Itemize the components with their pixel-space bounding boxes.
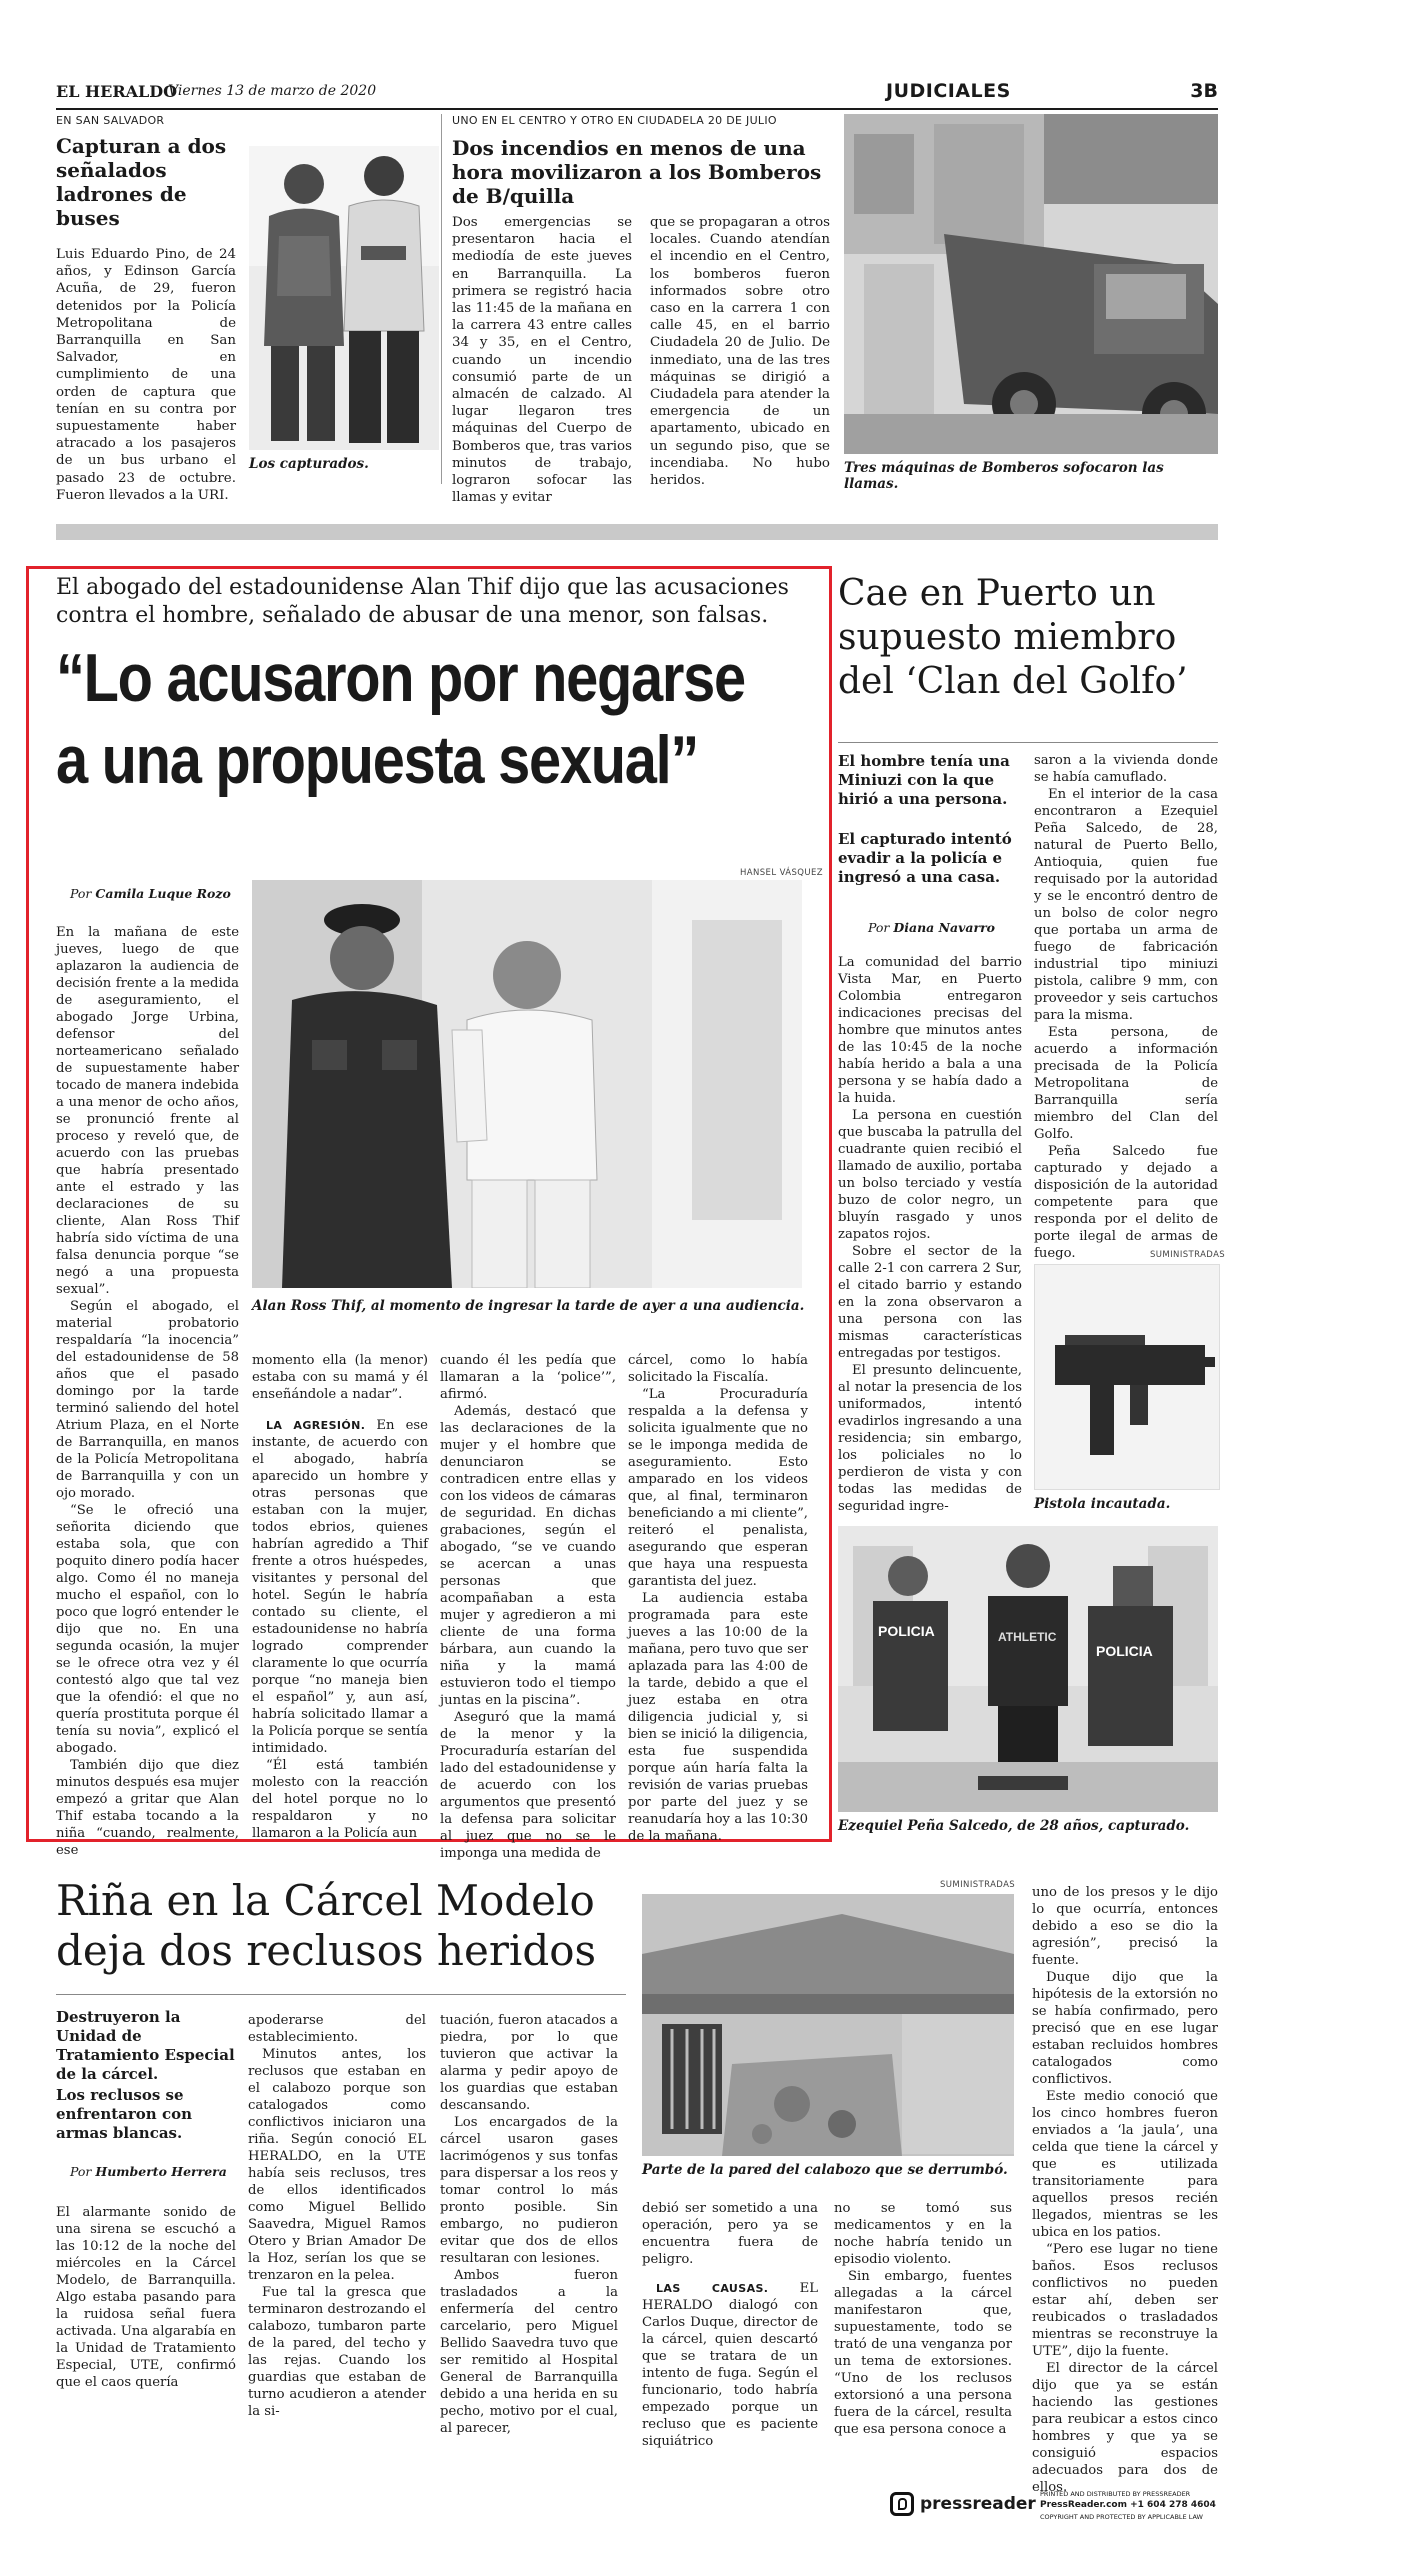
feature-caption: Alan Ross Thif, al momento de ingresar la tarde de ayer a una audiencia. xyxy=(252,1298,805,1314)
paragraph: Esta persona, de acuerdo a información precisada de la Policía Metropolitana de Barranquilla sería miembro del Clan del Golfo. xyxy=(1034,1025,1218,1142)
paragraph: Fue tal la gresca que terminaron destrozando el calabozo, tumbaron parte de la pared, del techo y las rejas. Cuando los guardias que estaban de turno acudieron a atender la si- xyxy=(248,2285,426,2419)
carcel-col4 xyxy=(642,2200,818,2450)
paragraph: cuando él les pedía que llamaran a la ‘police’”, afirmó. xyxy=(440,1353,616,1402)
paragraph: uno de los presos y le dijo lo que ocurría, entonces debido a eso se dio la agresión”, precisó la fuente. xyxy=(1032,1885,1218,1968)
feature-headline-line2: a una propuesta sexual” xyxy=(56,722,699,798)
feature-col4 xyxy=(628,1352,808,1845)
paragraph: debió ser sometido a una operación, pero ya se encuentra fuera de peligro. xyxy=(642,2201,818,2267)
feature-col1 xyxy=(56,924,239,1859)
paragraph-text: EL HERALDO dialogó con Carlos Duque, director de la cárcel, quien descartó que se tratara de un intento de fuga. Según el funcionario, todo habría empezado porque un recluso que es paciente siquiátrico xyxy=(642,2281,818,2449)
story-headline: Dos incendios en menos de una hora movilizaron a los Bomberos de B/quilla xyxy=(452,136,822,208)
paragraph: Duque dijo que la hipótesis de la extorsión no se había confirmado, pero precisó que en ese lugar estaban recluidos hombres catalogados como conflictivos. xyxy=(1032,1970,1218,2087)
paragraph: La comunidad del barrio Vista Mar, en Puerto Colombia entregaron indicaciones precisas del hombre que minutos antes de las 10:45 de la noche había herido a bala a una persona y se había dado a la huida. xyxy=(838,955,1022,1106)
paragraph: El director de la cárcel dijo que ya se están haciendo las gestiones para reubicar a estos cinco hombres y que ya se consiguió espacios adecuados para dos de ellos. xyxy=(1032,2361,1218,2495)
story-capturan xyxy=(56,114,446,503)
page-number: 3B xyxy=(1190,80,1218,102)
photo-credit: SUMINISTRADAS xyxy=(940,1880,1016,1890)
paragraph: La audiencia estaba programada para este jueves a las 10:00 de la mañana, pero tuvo que ser aplazada para las 4:00 de la tarde, debido a que el juez estaba en otra diligencia judicial y, si bien se inició la diligencia, esta fue suspendida porque aún haría falta la revisión de varias pruebas por parte del juez y se reanudaría hoy a las 10:30 de la mañana. xyxy=(628,1591,808,1844)
paragraph: Aseguró que la mamá de la menor y la Procuraduría estarían del lado del estadounidense y de acuerdo con los argumentos que presentó la defensa para solicitar al juez que no se le imponga una medida de xyxy=(440,1710,616,1861)
photo-caption: Los capturados. xyxy=(249,456,369,472)
feature-photo xyxy=(252,880,802,1288)
paragraph: Sobre el sector de la calle 2-1 con carrera 2 Sur, el citado barrio y estando en la zona observaron a una persona con las mismas características entregadas por testigos. xyxy=(838,1244,1022,1361)
story-kicker: UNO EN EL CENTRO Y OTRO EN CIUDADELA 20 DE JULIO xyxy=(452,114,777,127)
carcel-photo xyxy=(642,1894,1014,2156)
arrest-photo xyxy=(838,1526,1218,1812)
carcel-col3 xyxy=(440,2012,618,2437)
paragraph: El presunto delincuente, al notar la presencia de los uniformados, intentó evadirlos ingresando a una residencia; sin embargo, los policiales no lo perdieron de vista y con todas las medidas de seguridad ingre- xyxy=(838,1363,1022,1514)
story-body-col1: Dos emergencias se presentaron hacia el mediodía de este jueves en Barranquilla. La primera se registró hacia las 11:45 de la mañana en la carrera 43 entre calles 34 y 35, en el Centro, cuando un incendio consumió parte de un almacén de calzado. Al lugar llegaron tres máquinas del Cuerpo de Bomberos que, tras varios minutos de trabajo, lograron sofocar las llamas y evitar xyxy=(452,215,632,506)
feature-headline-line1: “Lo acusaron por negarse xyxy=(56,640,745,716)
puerto-byline xyxy=(868,920,995,935)
puerto-col1 xyxy=(838,954,1022,1515)
paragraph: tuación, fueron atacados a piedra, por lo que tuvieron que activar la alarma y pedir apoyo de los guardias que estaban descansando. xyxy=(440,2013,618,2113)
shirt-print: ATHLETIC xyxy=(998,1630,1057,1644)
carcel-col6 xyxy=(1032,1884,1218,2496)
paper-name: EL HERALDO xyxy=(56,82,178,101)
byline-prefix: Por xyxy=(868,920,890,935)
headline-rule xyxy=(56,1994,626,1995)
pressreader-footer xyxy=(890,2488,1220,2528)
byline-author: Camila Luque Rozo xyxy=(95,886,231,901)
paragraph: También dijo que diez minutos después esa mujer empezó a gritar que Alan Thif estaba tocando a la niña “cuando, realmente, ese xyxy=(56,1758,239,1858)
paragraph: Este medio conoció que los cinco hombres fueron enviados a ‘la jaula’, una celda que tiene la cárcel y que es utilizada transitoriamente para aquellos presos recién llegados, mientras se les ubica en los patios. xyxy=(1032,2089,1218,2240)
paragraph: Minutos antes, los reclusos que estaban en el calabozo porque son catalogados como conflictivos iniciaron una riña. Según conoció EL HERALDO, en la UTE había seis reclusos, tres de ellos identificados como Miguel Bellido Saavedra, Miguel Ramos Otero y Brian Amador De la Hoz, serían los que se trenzaron en la pelea. xyxy=(248,2047,426,2283)
paragraph: momento ella (la menor) estaba con su mamá y él enseñándole a nadar”. xyxy=(252,1353,428,1402)
paragraph: “La Procuraduría respalda a la defensa y solicita igualmente que no se le imponga medida de aseguramiento. Esto amparado en los videos que, al final, terminaron beneficiando a mi cliente”, reiteró el penalista, asegurando que esperan que haya una respuesta garantista del juez. xyxy=(628,1387,808,1589)
paragraph: Según el abogado, el material probatorio respaldaría “la inocencia” del estadounidense de 58 años que el pasado domingo por la tarde terminó saliendo del hotel Atrium Plaza, en el Norte de Barranquilla, en manos de la Policía Metropolitana de Barranquilla y con un ojo morado. xyxy=(56,1299,239,1501)
footer-line-1: PRINTED AND DISTRIBUTED BY PRESSREADER xyxy=(1040,2490,1191,2498)
feature-summary: El abogado del estadounidense Alan Thif dijo que las acusaciones contra el hombre, señalado de abusar de una menor, son falsas. xyxy=(56,575,789,628)
feature-col2 xyxy=(252,1352,428,1842)
paragraph: “Él está también molesto con la reacción del hotel porque no lo respaldaron y no llamaron a la Policía aun xyxy=(252,1758,428,1841)
column-divider xyxy=(441,114,442,484)
carcel-byline xyxy=(70,2164,227,2179)
pressreader-brand: pressreader xyxy=(920,2494,1036,2514)
paragraph xyxy=(642,2280,818,2450)
story-headline: Capturan a dos señalados ladrones de buses xyxy=(56,134,227,230)
paragraph: Los encargados de la cárcel usaron gases lacrimógenos y sus tonfas para dispersar a los reos y tomar control lo más pronto posible. Sin embargo, no pudieron evitar que dos de ellos resultaran con lesiones. xyxy=(440,2115,618,2266)
subhead: LAS CAUSAS. xyxy=(656,2282,769,2295)
puerto-deck-2: El capturado intentó evadir a la policía e ingresó a una casa. xyxy=(838,830,1012,886)
paragraph: Ambos fueron trasladados a la enfermería del centro carcelario, pero Miguel Bellido Saavedra tuvo que ser remitido al Hospital General de Barranquilla debido a una herida en su pecho, motivo por el cual, al parecer, xyxy=(440,2268,618,2436)
arrest-caption: Ezequiel Peña Salcedo, de 28 años, capturado. xyxy=(838,1818,1190,1834)
footer-line-3: COPYRIGHT AND PROTECTED BY APPLICABLE LAW xyxy=(1040,2513,1203,2521)
paragraph: El alarmante sonido de una sirena se escuchó a las 10:12 de la noche del miércoles en la Cárcel Modelo, de Barranquilla. Algo estaba pasando para la ruidosa señal fuera activada. Una algarabía en la Unidad de Tratamiento Especial, UTE, confirmó que el caos quería xyxy=(56,2205,236,2390)
byline-prefix: Por xyxy=(70,886,92,901)
carcel-col5 xyxy=(834,2200,1012,2438)
photo-credit: HANSEL VÁSQUEZ xyxy=(740,868,823,878)
byline-author: Humberto Herrera xyxy=(95,2164,227,2179)
header-rule xyxy=(56,108,1218,110)
photo-credit: SUMINISTRADAS xyxy=(1150,1250,1226,1260)
fire-truck-photo xyxy=(844,114,1218,454)
headline-rule xyxy=(838,742,1218,743)
section-separator xyxy=(56,524,1218,540)
carcel-deck-1: Destruyeron la Unidad de Tratamiento Especial de la cárcel. xyxy=(56,2008,235,2083)
paragraph: Peña Salcedo fue capturado y dejado a disposición de la autoridad competente para que responda por el delito de porte ilegal de armas de fuego. xyxy=(1034,1144,1218,1261)
section-name: JUDICIALES xyxy=(886,80,1011,102)
subhead: LA AGRESIÓN. xyxy=(266,1419,366,1432)
police-vest-left: POLICIA xyxy=(878,1623,935,1639)
carcel-caption: Parte de la pared del calabozo que se derrumbó. xyxy=(642,2162,1008,2178)
gun-caption: Pistola incautada. xyxy=(1034,1496,1171,1512)
byline-author: Diana Navarro xyxy=(893,920,996,935)
paragraph: cárcel, como lo había solicitado la Fiscalía. xyxy=(628,1353,808,1385)
paragraph: En la mañana de este jueves, luego de que aplazaron la audiencia de decisión frente a la medida de aseguramiento, el abogado Jorge Urbina, defensor del norteamericano señalado de supuestamente haber tocado de manera indebida a una menor de ocho años, se pronunció frente al proceso y reveló que, de acuerdo con las pruebas que habría presentado ante el estrado y las declaraciones de su cliente, Alan Ross Thif habría sido víctima de una falsa denuncia porque “se negó a una propuesta sexual”. xyxy=(56,925,239,1297)
police-vest-right: POLICIA xyxy=(1096,1643,1153,1659)
paragraph: “Pero ese lugar no tiene baños. Esos reclusos conflictivos no pueden estar ahí, deben ser reubicados o trasladados mientras se reconstruye la UTE”, dijo la fuente. xyxy=(1032,2242,1218,2359)
carcel-headline: Riña en la Cárcel Modelo deja dos reclusos heridos xyxy=(56,1876,597,1975)
puerto-deck-1: El hombre tenía una Miniuzi con la que hirió a una persona. xyxy=(838,752,1010,808)
pressreader-logo-icon xyxy=(890,2492,914,2516)
paragraph: La persona en cuestión que buscaba la patrulla del cuadrante quien recibió el llamado de auxilio, portaba un bolso terciado y vestía buzo de color negro, un bluyín rasgado y unos zapatos rojos. xyxy=(838,1108,1022,1242)
puerto-headline: Cae en Puerto un supuesto miembro del ‘Clan del Golfo’ xyxy=(838,573,1188,702)
story-kicker: EN SAN SALVADOR xyxy=(56,114,165,127)
story-incendios xyxy=(452,114,1222,506)
paragraph-text: En ese instante, de acuerdo con el abogado, habría aparecido un hombre y otras personas que estaban con la mujer, todos ebrios, quienes habrían agredido a Thif frente a otros huéspedes, visitantes y personal del hotel. Según le habría contado su cliente, el estadounidense no habría logrado comprender claramente lo que ocurría porque “no maneja bien el español” y, aun así, habría solicitado llamar a la Policía porque se sentía intimidado. xyxy=(252,1418,428,1756)
paragraph xyxy=(252,1417,428,1757)
byline-prefix: Por xyxy=(70,2164,92,2179)
paragraph: Además, destacó que las declaraciones de la mujer y el hombre que denunciaron se contradicen entre ellas y con los videos de cámaras de seguridad. En dichas grabaciones, según el abogado, “se ve cuando se acercan a unas personas que acompañaban a esta mujer y agredieron a mi cliente de una forma bárbara, aun cuando la niña y la mamá estuvieron todo el tiempo juntas en la piscina”. xyxy=(440,1404,616,1708)
gun-photo xyxy=(1034,1264,1220,1490)
paragraph: “Se le ofreció una señorita diciendo que estaba sola, que con poquito dinero podía hacer algo. Como él no maneja mucho el español, con lo poco que logró entender le dijo que no. En una segunda ocasión, la mujer se le ofrece otra vez y él contestó algo que tal vez que la ofendió: el que no quería prostituta porque él tenía su novia”, explicó el abogado. xyxy=(56,1503,239,1756)
story-body-col2: que se propagaran a otros locales. Cuando atendían el incendio en el Centro, los bomberos fueron informados sobre otro caso en la carrera 1 con calle 45, en el barrio Ciudadela 20 de Julio. De inmediato, una de las tres máquinas se dirigió a Ciudadela para atender la emergencia de un apartamento, ubicado en un segundo piso, que se incendiaba. No hubo heridos. xyxy=(650,215,830,489)
footer-line-2: PressReader.com +1 604 278 4604 xyxy=(1040,2500,1216,2510)
feature-byline xyxy=(70,886,231,901)
puerto-col2 xyxy=(1034,752,1218,1262)
carcel-deck-2: Los reclusos se enfrentaron con armas blancas. xyxy=(56,2086,192,2142)
feature-col3 xyxy=(440,1352,616,1862)
photo-caption: Tres máquinas de Bomberos sofocaron las llamas. xyxy=(844,460,1164,492)
story-body: Luis Eduardo Pino, de 24 años, y Edinson García Acuña, de 29, fueron detenidos por la Policía Metropolitana de Barranquilla en San Salvador, en cumplimiento de una orden de captura que tenían en su contra por supuestamente haber atracado a los pasajeros de un bus urbano el pasado 23 de octubre. Fueron llevados a la URI. xyxy=(56,247,236,503)
issue-date: Viernes 13 de marzo de 2020 xyxy=(168,83,377,99)
page-header xyxy=(56,80,1218,106)
paragraph: En el interior de la casa encontraron a Ezequiel Peña Salcedo, de 28, natural de Puerto Bello, Antioquia, quien fue requisado por la autoridad y se le encontró dentro de un bolso de color negro que portaba un arma de fuego de fabricación industrial tipo miniuzi pistola, calibre 9 mm, con proveedor y seis cartuchos para la misma. xyxy=(1034,787,1218,1023)
paragraph: Sin embargo, fuentes allegadas a la cárcel manifestaron que, supuestamente, todo se trató de una venganza por un tema de extorsiones. “Uno de los reclusos extorsionó a una persona fuera de la cárcel, resulta que esa persona conoce a xyxy=(834,2269,1012,2437)
captured-photo xyxy=(249,146,439,450)
carcel-col1 xyxy=(56,2204,236,2391)
carcel-col2 xyxy=(248,2012,426,2420)
paragraph: no se tomó sus medicamentos y en la noche habría tenido un episodio violento. xyxy=(834,2201,1012,2267)
paragraph: apoderarse del establecimiento. xyxy=(248,2013,426,2045)
paragraph: saron a la vivienda donde se había camuflado. xyxy=(1034,753,1218,785)
